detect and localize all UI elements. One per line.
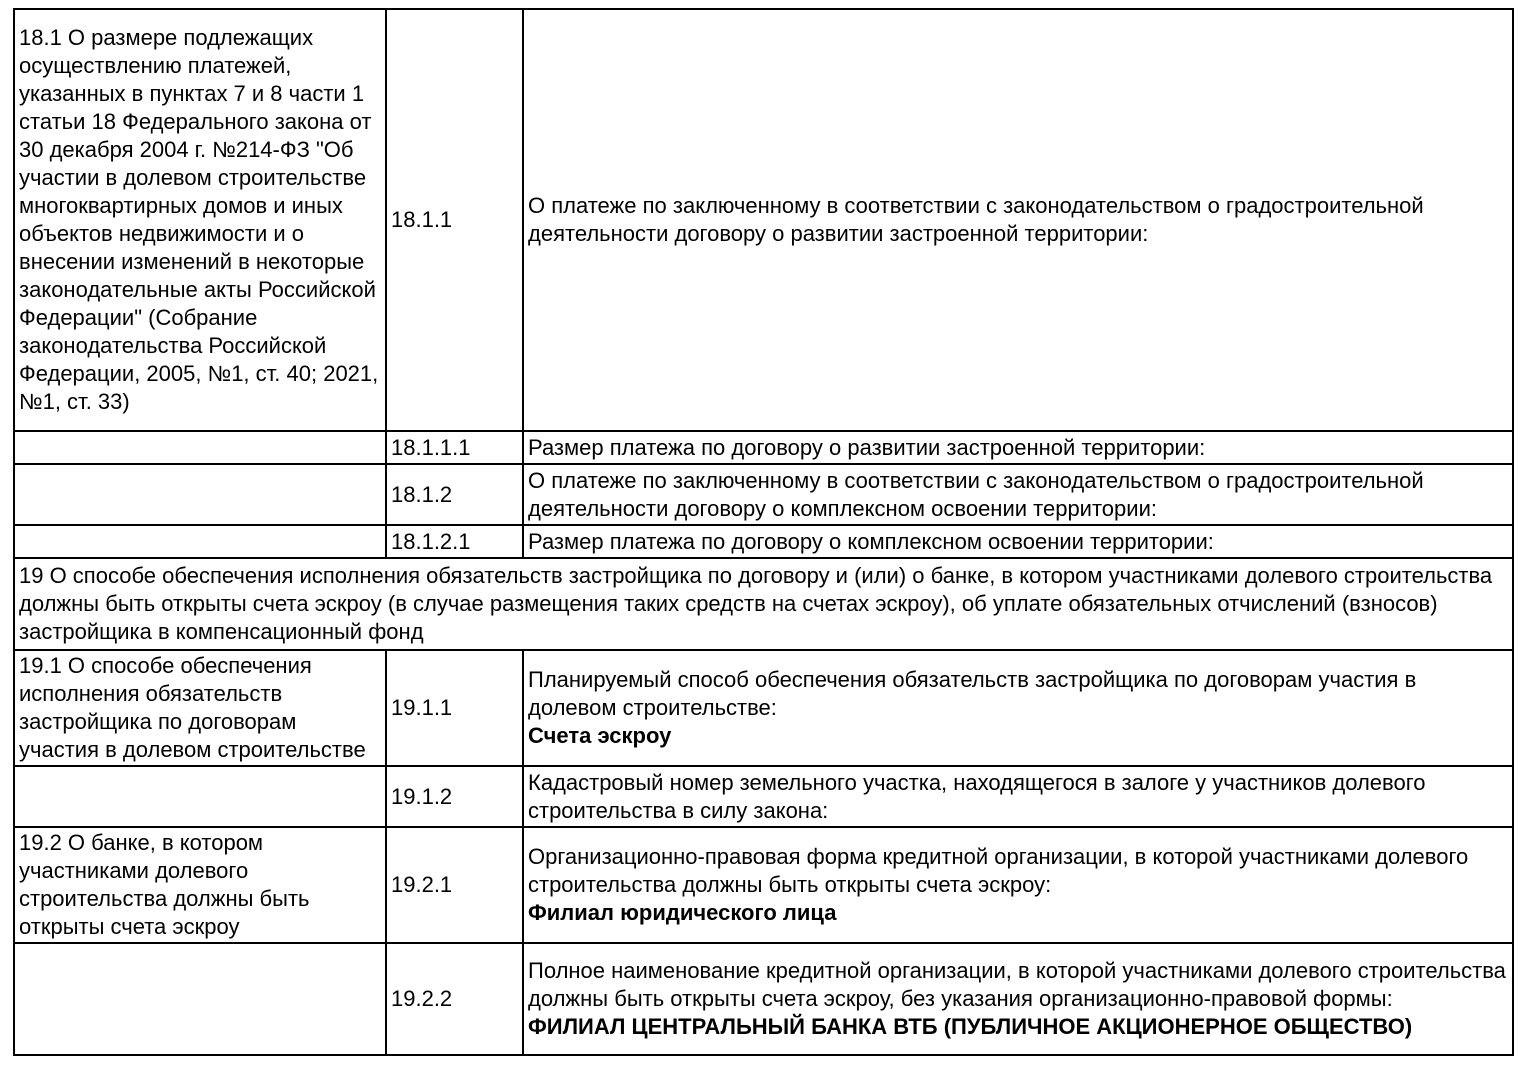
content-cell bbox=[523, 943, 1513, 1055]
content-cell bbox=[523, 525, 1513, 558]
field-label: Планируемый способ обеспечения обязательств застройщика по договорам участия в долевом строительстве: bbox=[528, 667, 1417, 720]
table-row bbox=[14, 525, 1513, 558]
number-cell: 18.1.2 bbox=[386, 464, 523, 525]
table-row bbox=[14, 650, 1513, 766]
field-label: Размер платежа по договору о комплексном освоении территории: bbox=[528, 528, 1214, 554]
field-label: Организационно-правовая форма кредитной организации, в которой участниками долевого строительства должны быть открыты счета эскроу: bbox=[528, 844, 1469, 897]
content-cell bbox=[523, 766, 1513, 827]
section-header-19: 19 О способе обеспечения исполнения обязательств застройщика по договору и (или) о банке, в котором участниками долевого строительства должны быть открыты счета эскроу (в случае размещения таких средств на счетах эскроу), об уплате обязательных отчислений (взносов) застройщика в компенсационный фонд bbox=[14, 558, 1513, 650]
number-cell: 19.2.1 bbox=[386, 827, 523, 943]
field-value: Филиал юридического лица bbox=[528, 900, 837, 925]
topic-cell-empty bbox=[14, 525, 386, 558]
field-label: Полное наименование кредитной организации, в которой участниками долевого строительства должны быть открыты счета эскроу, без указания организационно-правовой формы: bbox=[528, 958, 1506, 1011]
content-cell bbox=[523, 9, 1513, 431]
table-row bbox=[14, 431, 1513, 464]
table-row-section bbox=[14, 558, 1513, 650]
table-row bbox=[14, 766, 1513, 827]
content-cell bbox=[523, 650, 1513, 766]
number-cell: 18.1.1.1 bbox=[386, 431, 523, 464]
topic-cell-empty bbox=[14, 766, 386, 827]
content-cell bbox=[523, 431, 1513, 464]
table-row bbox=[14, 943, 1513, 1055]
number-cell: 19.1.2 bbox=[386, 766, 523, 827]
table-row bbox=[14, 9, 1513, 431]
number-cell: 19.2.2 bbox=[386, 943, 523, 1055]
field-label: Размер платежа по договору о развитии застроенной территории: bbox=[528, 434, 1206, 460]
number-cell: 18.1.1 bbox=[386, 9, 523, 431]
topic-cell-18-1: 18.1 О размере подлежащих осуществлению платежей, указанных в пунктах 7 и 8 части 1 статьи 18 Федерального закона от 30 декабря 2004 г. №214-ФЗ "Об участии в долевом строительстве многоквартирных домов и иных объектов недвижимости и о внесении изменений в некоторые законодательные акты Российской Федерации" (Собрание законодательства Российской Федерации, 2005, №1, ст. 40; 2021, №1, ст. 33) bbox=[14, 9, 386, 431]
field-label: О платеже по заключенному в соответствии с законодательством о градостроительной деятельности договору о развитии застроенной территории: bbox=[528, 193, 1424, 246]
topic-cell-19-2: 19.2 О банке, в котором участниками долевого строительства должны быть открыты счета эскроу bbox=[14, 827, 386, 943]
topic-cell-empty bbox=[14, 943, 386, 1055]
table-row bbox=[14, 464, 1513, 525]
field-value: Счета эскроу bbox=[528, 723, 672, 748]
topic-cell-19-1: 19.1 О способе обеспечения исполнения обязательств застройщика по договорам участия в долевом строительстве bbox=[14, 650, 386, 766]
table-row bbox=[14, 827, 1513, 943]
field-value: ФИЛИАЛ ЦЕНТРАЛЬНЫЙ БАНКА ВТБ (ПУБЛИЧНОЕ АКЦИОНЕРНОЕ ОБЩЕСТВО) bbox=[528, 1014, 1413, 1039]
number-cell: 18.1.2.1 bbox=[386, 525, 523, 558]
topic-cell-empty bbox=[14, 431, 386, 464]
content-cell bbox=[523, 827, 1513, 943]
field-label: Кадастровый номер земельного участка, находящегося в залоге у участников долевого строительства в силу закона: bbox=[528, 769, 1426, 823]
number-cell: 19.1.1 bbox=[386, 650, 523, 766]
content-cell bbox=[523, 464, 1513, 525]
field-label: О платеже по заключенному в соответствии с законодательством о градостроительной деятельности договору о комплексном освоении территории: bbox=[528, 467, 1424, 521]
topic-cell-empty bbox=[14, 464, 386, 525]
declaration-table bbox=[13, 8, 1514, 1056]
